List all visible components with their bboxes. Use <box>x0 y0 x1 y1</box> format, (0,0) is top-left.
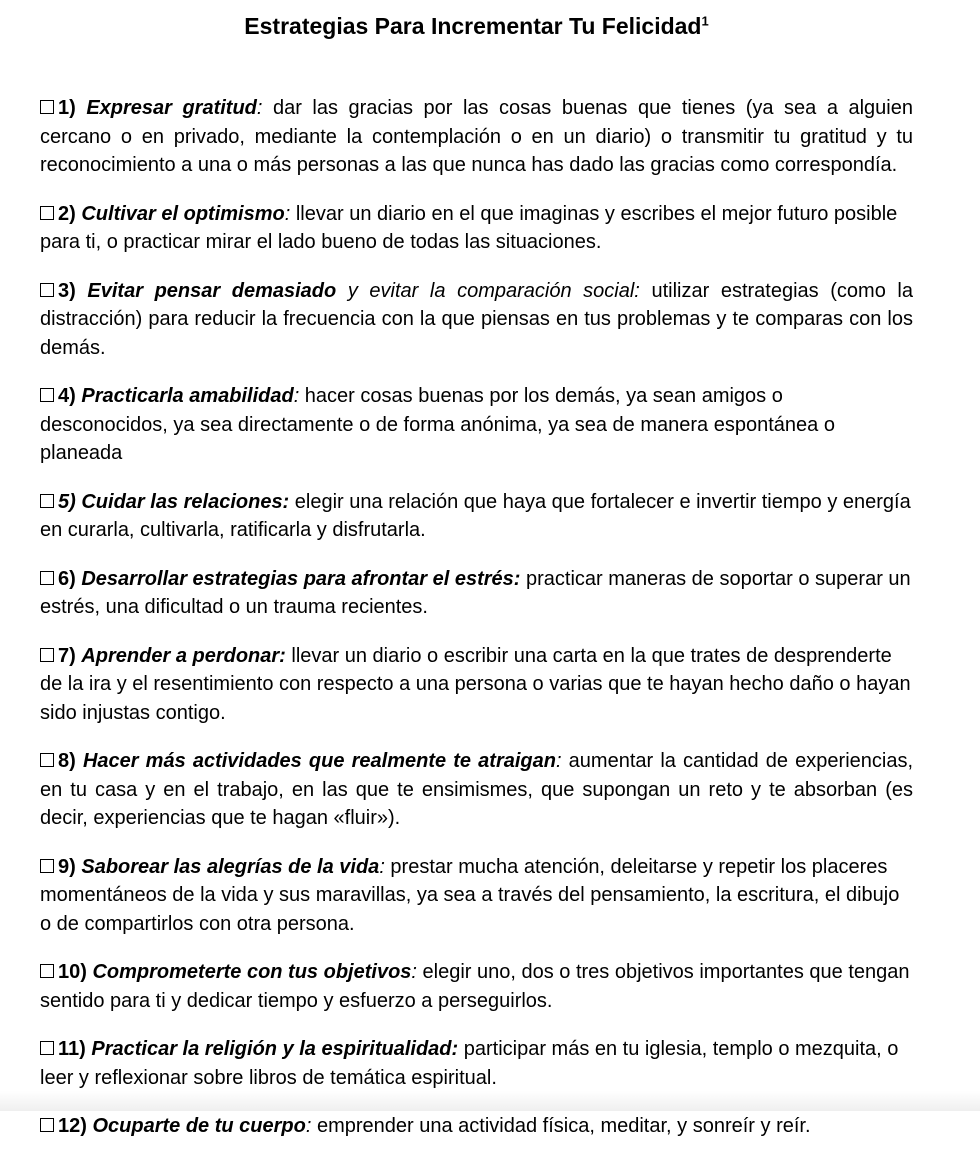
document-title <box>40 11 913 41</box>
item-description: llevar un diario en el que imaginas y escribes el mejor futuro posible para ti, o practicar mirar el lado bueno de todas las situaciones. <box>40 202 898 253</box>
item-description: elegir una relación que haya que fortalecer e invertir tiempo y energía en curarla, cultivarla, ratificarla y disfrutarla. <box>40 490 911 541</box>
item-description: prestar mucha atención, deleitarse y repetir los placeres momentáneos de la vida y sus maravillas, ya sea a través del pensamiento, la escritura, el dibujo o de compartirlos con otra persona. <box>40 855 900 935</box>
checkbox-icon[interactable] <box>40 964 54 978</box>
list-item <box>40 277 913 363</box>
strategy-list <box>40 94 913 1141</box>
checkbox-icon[interactable] <box>40 753 54 767</box>
item-description: emprender una actividad física, meditar, y sonreír y reír. <box>311 1115 811 1137</box>
checkbox-icon[interactable] <box>40 494 54 508</box>
item-name: Hacer más actividades que realmente te atraigan <box>82 750 556 772</box>
item-number: 7) <box>58 644 76 667</box>
item-name: Evitar pensar demasiado <box>87 279 337 302</box>
title-footnote-marker: 1 <box>701 13 709 29</box>
list-item <box>40 488 913 545</box>
item-separator: : <box>284 202 291 225</box>
page-bottom-edge <box>0 1091 980 1111</box>
item-name: Cuidar las relaciones: <box>81 490 290 513</box>
item-number: 1) <box>58 97 76 119</box>
checkbox-icon[interactable] <box>40 1118 54 1132</box>
title-text: Estrategias Para Incrementar Tu Felicidad <box>244 13 702 39</box>
list-item <box>40 200 913 257</box>
item-subtitle: y evitar la comparación social: <box>336 279 640 302</box>
list-item <box>40 1112 913 1141</box>
checkbox-icon[interactable] <box>40 648 54 662</box>
list-item <box>40 642 913 728</box>
checkbox-icon[interactable] <box>40 571 54 585</box>
item-number: 12) <box>58 1115 87 1137</box>
item-separator: : <box>293 385 300 407</box>
item-number: 8) <box>58 750 76 772</box>
item-number: 10) <box>58 961 87 983</box>
list-item <box>40 853 913 939</box>
item-name: Cultivar el optimismo <box>81 202 285 225</box>
checkbox-icon[interactable] <box>40 388 54 402</box>
item-name: Saborear las alegrías de la vida <box>81 855 380 878</box>
item-number: 3) <box>58 279 76 302</box>
item-name: Comprometerte con tus objetivos <box>92 961 412 983</box>
item-name: Desarrollar estrategias para afrontar el estrés: <box>81 567 521 590</box>
item-description: practicar maneras de soportar o superar un estrés, una dificultad o un trauma recientes. <box>40 567 911 618</box>
item-separator: : <box>555 750 562 772</box>
checkbox-icon[interactable] <box>40 100 54 114</box>
item-separator: : <box>256 97 263 119</box>
item-number: 6) <box>58 567 76 590</box>
checkbox-icon[interactable] <box>40 859 54 873</box>
item-number: 11) <box>58 1038 86 1060</box>
item-name: Aprender a perdonar: <box>81 644 286 667</box>
item-name: Expresar gratitud <box>86 97 257 119</box>
item-description: aumentar la cantidad de experiencias, en tu casa y en el trabajo, en las que te ensimismes, que supongan un reto y te absorban (es decir, experiencias que te hagan «fluir»). <box>40 750 914 829</box>
item-description: hacer cosas buenas por los demás, ya sean amigos o desconocidos, ya sea directamente o de forma anónima, ya sea de manera espontánea o planeada <box>40 385 835 464</box>
item-separator: : <box>305 1115 312 1137</box>
item-number: 2) <box>58 202 76 225</box>
item-name: Practicarla amabilidad <box>81 385 294 407</box>
item-description: utilizar estrategias (como la distracción) para reducir la frecuencia con la que piensas en tus problemas y te comparas con los demás. <box>40 279 913 359</box>
list-item <box>40 1035 913 1092</box>
list-item <box>40 958 913 1015</box>
list-item <box>40 747 913 833</box>
item-number: 5) <box>58 490 76 513</box>
item-description: dar las gracias por las cosas buenas que tienes (ya sea a alguien cercano o en privado, mediante la contemplación o en un diario) o transmitir tu gratitud y tu reconocimiento a una o más personas a las que nunca has dado las gracias como correspondía. <box>40 97 913 176</box>
list-item <box>40 382 913 468</box>
item-name: Ocuparte de tu cuerpo <box>92 1115 306 1137</box>
item-separator: : <box>411 961 417 983</box>
item-number: 9) <box>58 855 76 878</box>
item-name: Practicar la religión y la espiritualidad: <box>91 1038 459 1060</box>
checkbox-icon[interactable] <box>40 283 54 297</box>
list-item <box>40 94 913 180</box>
checkbox-icon[interactable] <box>40 1041 54 1055</box>
item-description: elegir uno, dos o tres objetivos importantes que tengan sentido para ti y dedicar tiempo y esfuerzo a perseguirlos. <box>40 961 910 1012</box>
list-item <box>40 565 913 622</box>
item-number: 4) <box>58 385 76 407</box>
item-separator: : <box>379 855 385 878</box>
item-description: llevar un diario o escribir una carta en la que trates de desprenderte de la ira y el resentimiento con respecto a una persona o varias que te hayan hecho daño o hayan sido injustas contigo. <box>40 644 911 724</box>
checkbox-icon[interactable] <box>40 206 54 220</box>
item-description: participar más en tu iglesia, templo o mezquita, o leer y reflexionar sobre libros de temática espiritual. <box>40 1038 899 1089</box>
document-page <box>40 0 913 1150</box>
